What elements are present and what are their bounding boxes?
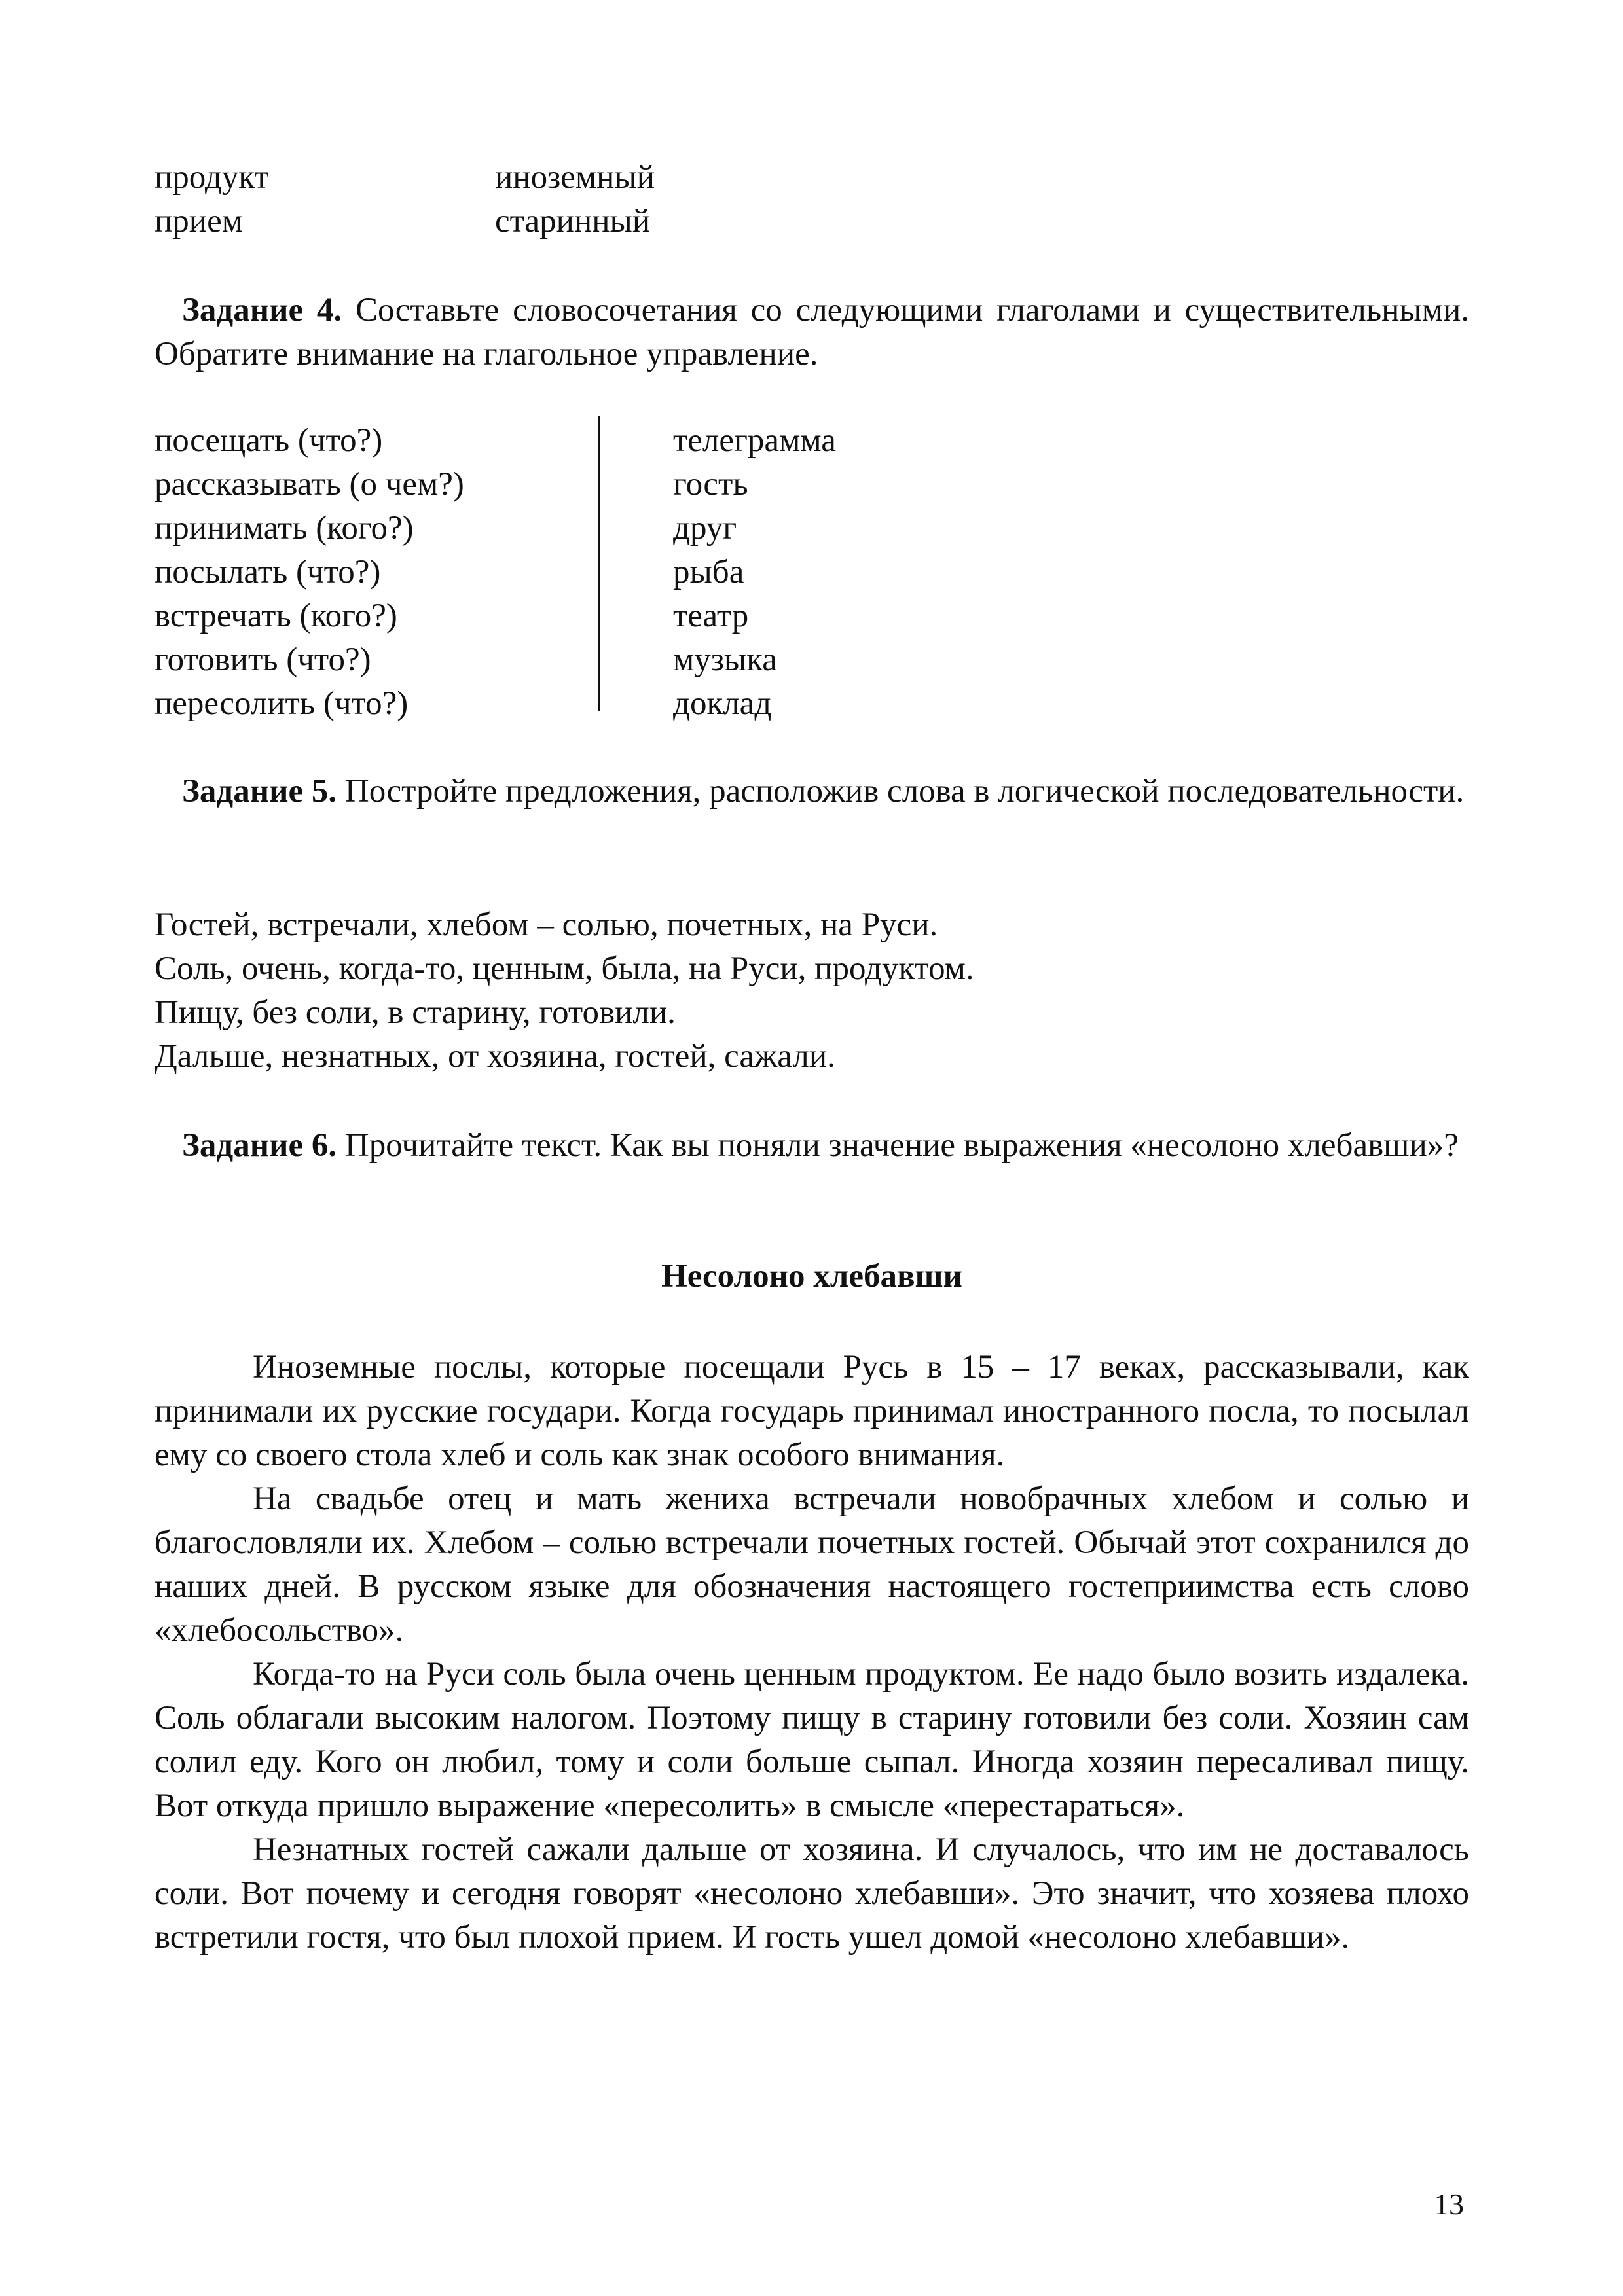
sentence-item: Дальше, незнатных, от хозяина, гостей, сажали. (155, 1038, 835, 1075)
sentence-item: Соль, очень, когда-то, ценным, была, на Руси, продуктом. (155, 950, 974, 987)
story-paragraph: Незнатных гостей сажали дальше от хозяина. И случалось, что им не доставалось соли. Вот почему и сегодня говорят «несолоно хлебавши». Это значит, что хозяева плохо встретили гостя, что был плохой прием. И гость ушел домой «несолоно хлебавши». (155, 1831, 1469, 1956)
task-6-text: Прочитайте текст. Как вы поняли значение выражения «несолоно хлебавши»? (337, 1127, 1459, 1164)
top-word-right: старинный (495, 203, 651, 240)
story-body (155, 1346, 1469, 1960)
sentence-item: Пищу, без соли, в старину, готовили. (155, 994, 676, 1031)
verb-item: встречать (кого?) (155, 598, 397, 634)
verb-item: посылать (что?) (155, 554, 381, 590)
story-paragraph: Когда-то на Руси соль была очень ценным продуктом. Ее надо было возить издалека. Соль облагали высоким налогом. Поэтому пищу в старину готовили без соли. Хозяин сам солил еду. Кого он любил, тому и соли больше сыпал. Иногда хозяин пересаливал пищу. Вот откуда пришло выражение «пересолить» в смысле «перестараться». (155, 1656, 1469, 1824)
task-5-label: Задание 5. (182, 773, 337, 810)
verb-item: готовить (что?) (155, 641, 371, 678)
noun-item: доклад (673, 685, 772, 722)
task-4-text: Составьте словосочетания со следующими глаголами и существительными. Обратите внимание на глагольное управление. (155, 292, 1470, 372)
verb-item: пересолить (что?) (155, 685, 409, 722)
noun-item: телеграмма (673, 422, 836, 459)
task-6-label: Задание 6. (182, 1127, 337, 1164)
task-5-text: Постройте предложения, расположив слова в логической последовательности. (337, 773, 1465, 810)
top-word-right: иноземный (495, 159, 655, 196)
noun-item: театр (673, 598, 749, 634)
story-paragraph: На свадьбе отец и мать жениха встречали новобрачных хлебом и солью и благословляли их. Хлебом – солью встречали почетных гостей. Обычай этот сохранился до наших дней. В русском языке для обозначения настоящего гостеприимства есть слово «хлебосольство». (155, 1480, 1469, 1649)
story-paragraph: Иноземные послы, которые посещали Русь в 15 – 17 веках, рассказывали, как принимали их русские государи. Когда государь принимал иностранного посла, то посылал ему со своего стола хлеб и соль как знак особого внимания. (155, 1349, 1469, 1473)
column-divider (598, 416, 600, 711)
noun-item: друг (673, 510, 737, 547)
top-word-left: продукт (155, 159, 269, 196)
sentence-item: Гостей, встречали, хлебом – солью, почетных, на Руси. (155, 906, 938, 943)
top-word-left: прием (155, 203, 243, 240)
noun-item: рыба (673, 554, 744, 590)
noun-item: гость (673, 466, 748, 503)
verb-item: рассказывать (о чем?) (155, 466, 464, 503)
verb-item: принимать (кого?) (155, 510, 414, 547)
task-6 (155, 1124, 1469, 1168)
task-4-label: Задание 4. (182, 292, 342, 329)
verb-item: посещать (что?) (155, 422, 383, 459)
story-title: Несолоно хлебавши (661, 1258, 962, 1295)
page-number: 13 (1434, 2187, 1464, 2221)
task-4 (155, 289, 1469, 376)
noun-item: музыка (673, 641, 777, 678)
task-5 (155, 770, 1469, 814)
